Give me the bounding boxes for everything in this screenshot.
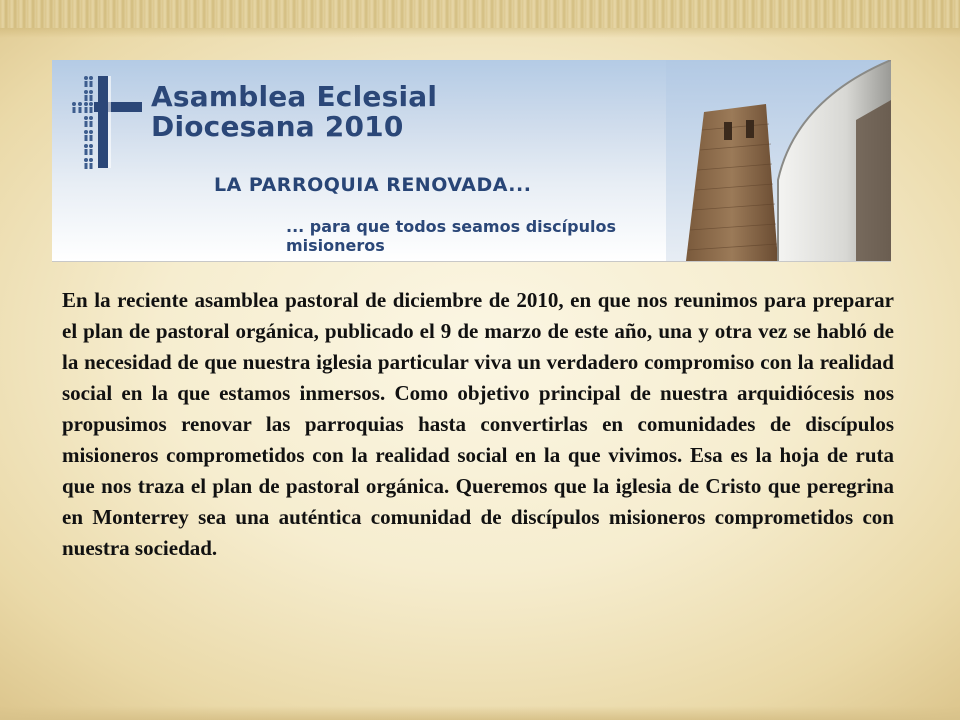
- banner-tagline-line-2: misioneros: [286, 236, 385, 255]
- banner-tagline-line-1: ... para que todos seamos discípulos: [286, 217, 616, 236]
- banner-tagline: [286, 217, 686, 255]
- church-tower-photo: [666, 60, 891, 261]
- banner-title-line-1: Asamblea Eclesial: [151, 80, 438, 113]
- decorative-bottom-band: [0, 706, 960, 720]
- assembly-banner: [52, 60, 891, 262]
- banner-title: [151, 82, 437, 142]
- decorative-top-band: [0, 0, 960, 28]
- banner-title-line-2: Diocesana 2010: [151, 110, 404, 143]
- banner-subtitle: LA PARROQUIA RENOVADA...: [214, 174, 532, 196]
- cross-with-people-icon: [70, 72, 145, 172]
- body-paragraph: En la reciente asamblea pastoral de diciembre de 2010, en que nos reunimos para preparar el plan de pastoral orgánica, publicado el 9 de marzo de este año, una y otra vez se habló de la necesidad de que nuestra iglesia particular viva un verdadero compromiso con la realidad social en la que estamos inmersos. Como objetivo principal de nuestra arquidiócesis nos propusimos renovar las parroquias hasta convertirlas en comunidades de discípulos misioneros comprometidos con la realidad social en la que vivimos. Esa es la hoja de ruta que nos traza el plan de pastoral orgánica. Queremos que la iglesia de Cristo que peregrina en Monterrey sea una auténtica comunidad de discípulos misioneros comprometidos con nuestra sociedad.: [62, 288, 894, 560]
